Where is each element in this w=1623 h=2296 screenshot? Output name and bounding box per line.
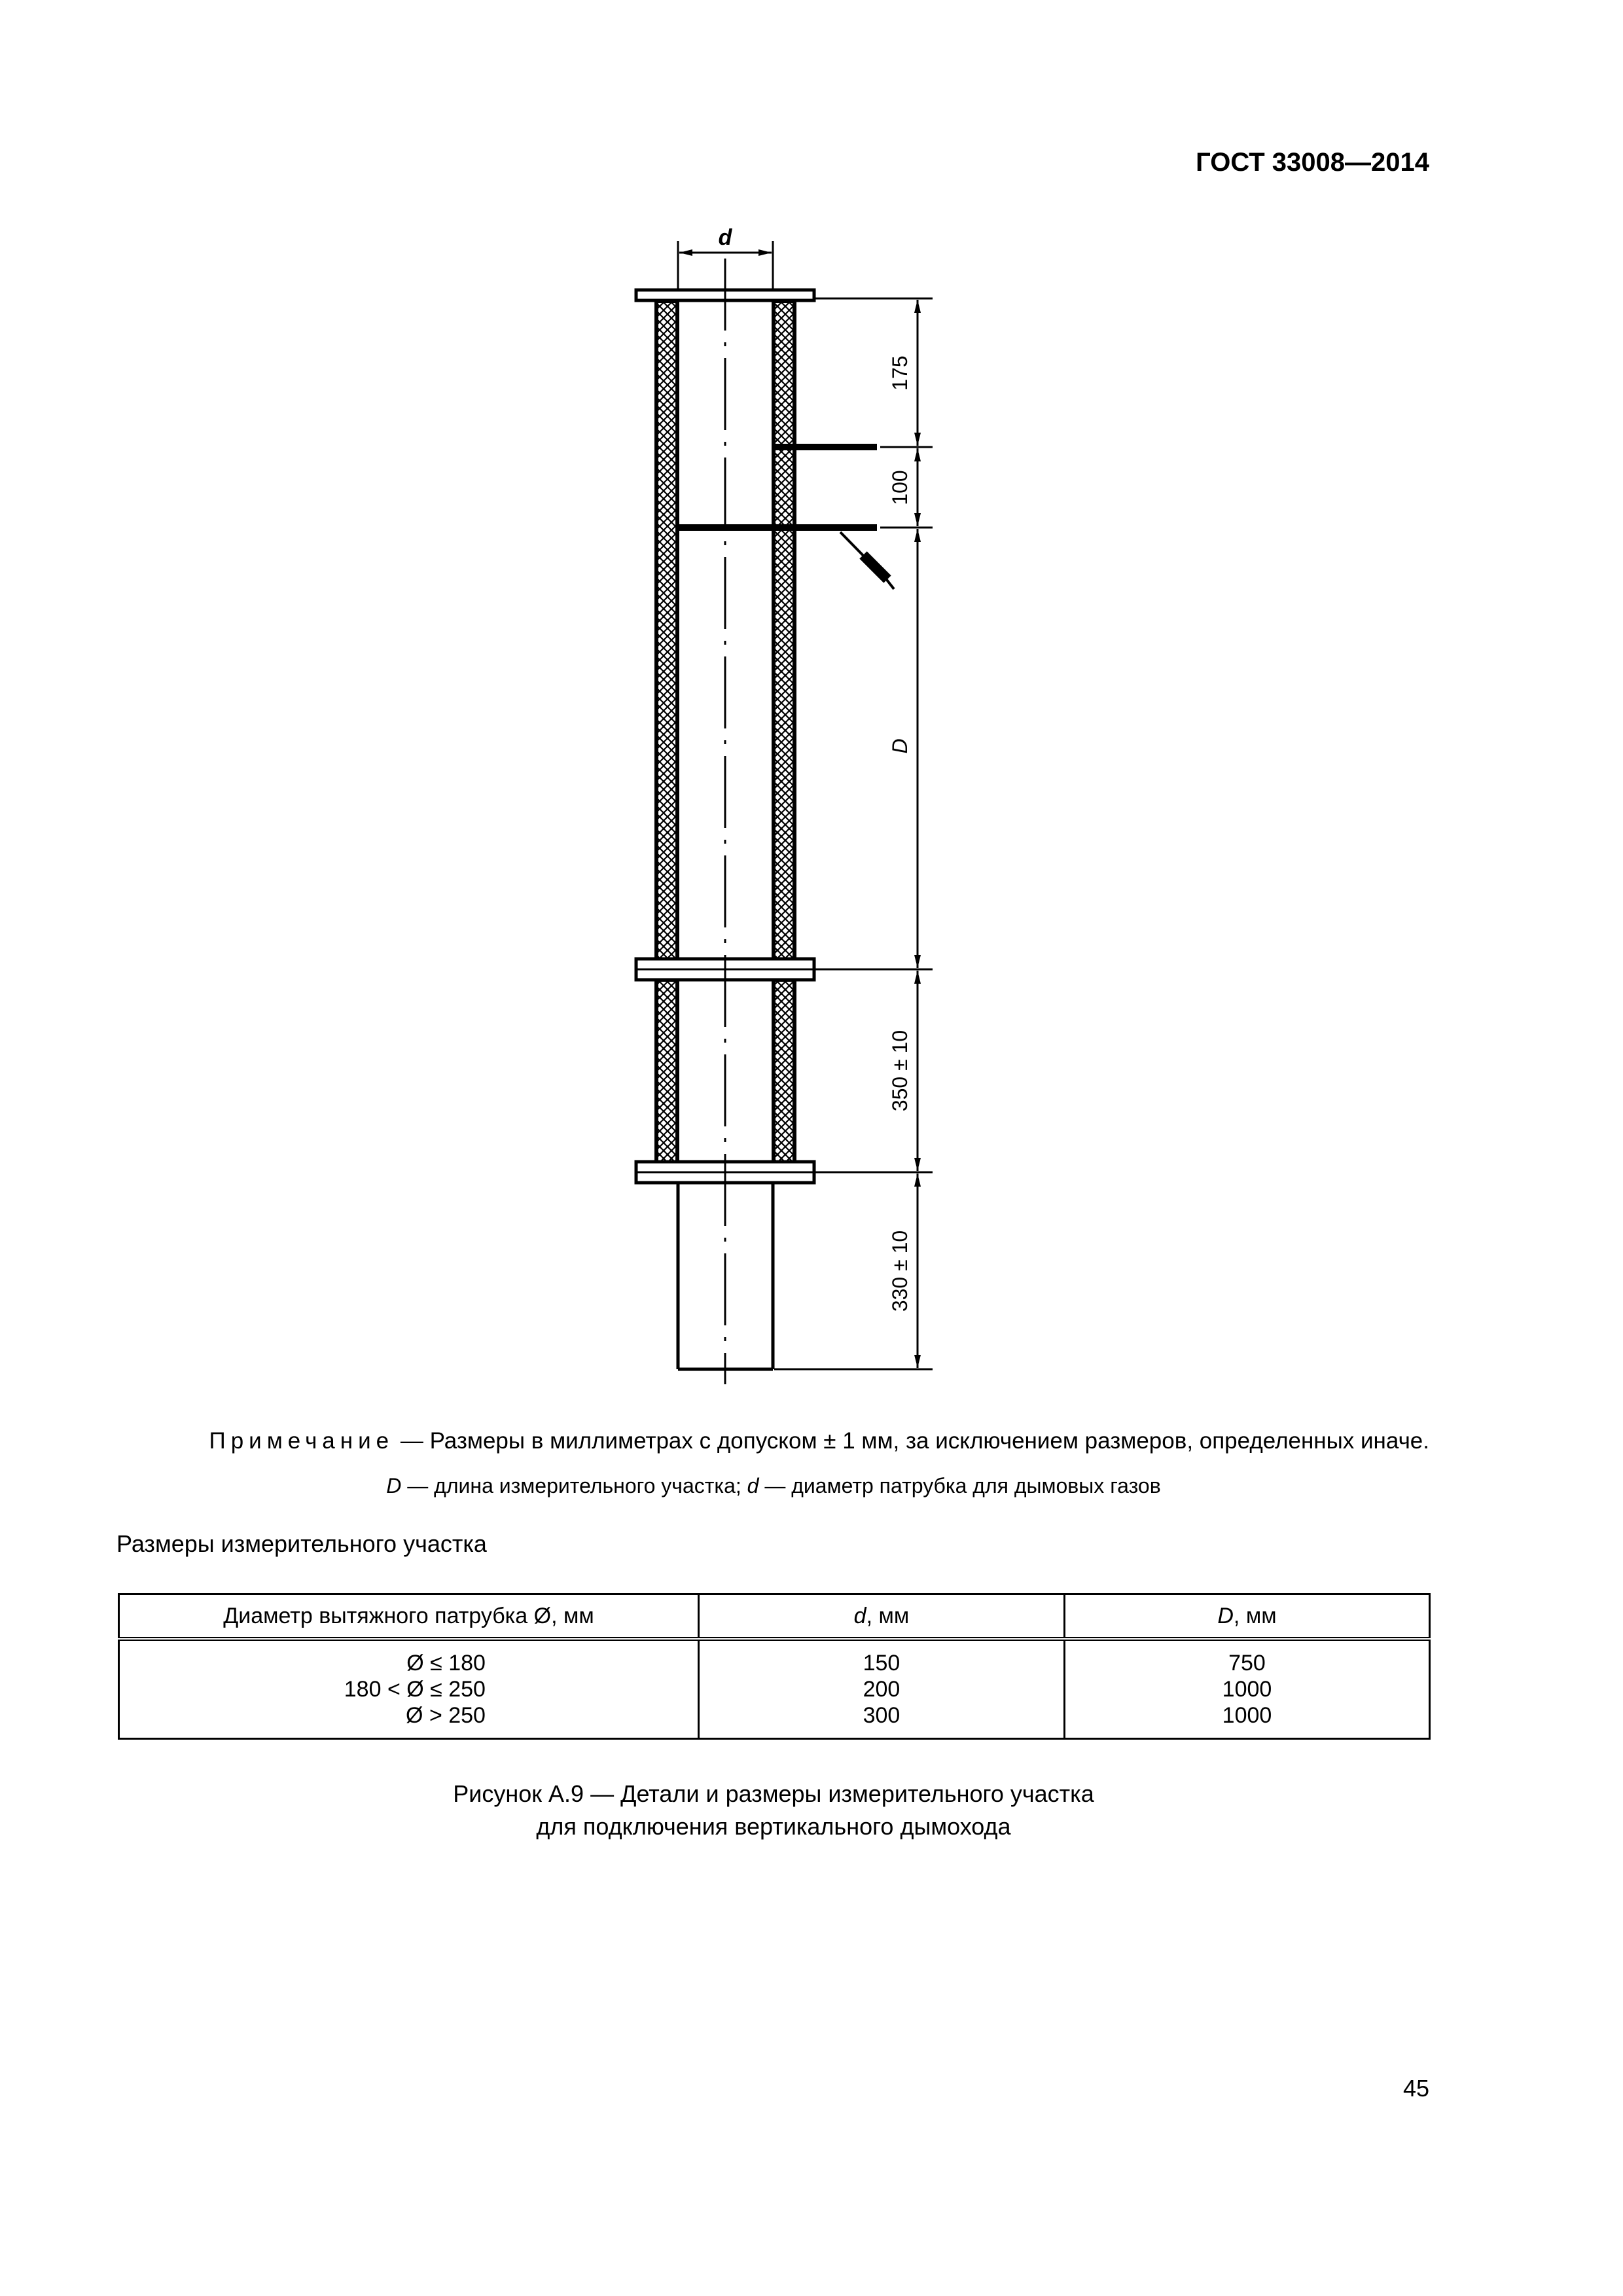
table-header-row (119, 1594, 1430, 1640)
note-label: Примечание (209, 1428, 395, 1454)
cell-ranges: Ø ≤ 180 180 < Ø ≤ 250 Ø > 250 (119, 1639, 699, 1739)
dimensions-table (118, 1593, 1431, 1740)
legend-desc-d: — диаметр патрубка для дымовых газов (758, 1474, 1161, 1498)
table-title: Размеры измерительного участка (116, 1530, 487, 1557)
dimension-175-label: 175 (888, 355, 912, 391)
header-D: D, мм (1064, 1594, 1429, 1640)
drawing-note (118, 1428, 1429, 1454)
cell-D-values: 750 1000 1000 (1064, 1639, 1429, 1739)
document-standard-number: ГОСТ 33008—2014 (1196, 148, 1429, 177)
caption-line-1: Рисунок А.9 — Детали и размеры измерительного участка (453, 1780, 1094, 1807)
cell-d-values: 150 200 300 (698, 1639, 1064, 1739)
legend-symbol-D: D (386, 1474, 402, 1498)
dimension-diameter-label: d (718, 225, 732, 250)
legend-symbol-d: d (747, 1474, 759, 1498)
legend-desc-D: — длина измерительного участка; (401, 1474, 747, 1498)
symbol-legend (118, 1474, 1429, 1498)
dimension-D-label: D (888, 738, 912, 754)
header-exhaust-diameter: Диаметр вытяжного патрубка Ø, мм (119, 1594, 699, 1640)
page-number: 45 (1402, 2075, 1429, 2102)
table-row (119, 1639, 1430, 1739)
dimension-100-label: 100 (888, 470, 912, 505)
note-text: — Размеры в миллиметрах с допуском ± 1 мм, за исключением размеров, определенных иначе. (394, 1428, 1429, 1454)
caption-line-2: для подключения вертикального дымохода (536, 1813, 1011, 1840)
header-d: d, мм (698, 1594, 1064, 1640)
dimension-330-label: 330 ± 10 (888, 1230, 912, 1312)
dimension-chain (774, 298, 933, 1369)
dimension-350-label: 350 ± 10 (888, 1030, 912, 1112)
figure-caption (118, 1778, 1429, 1843)
